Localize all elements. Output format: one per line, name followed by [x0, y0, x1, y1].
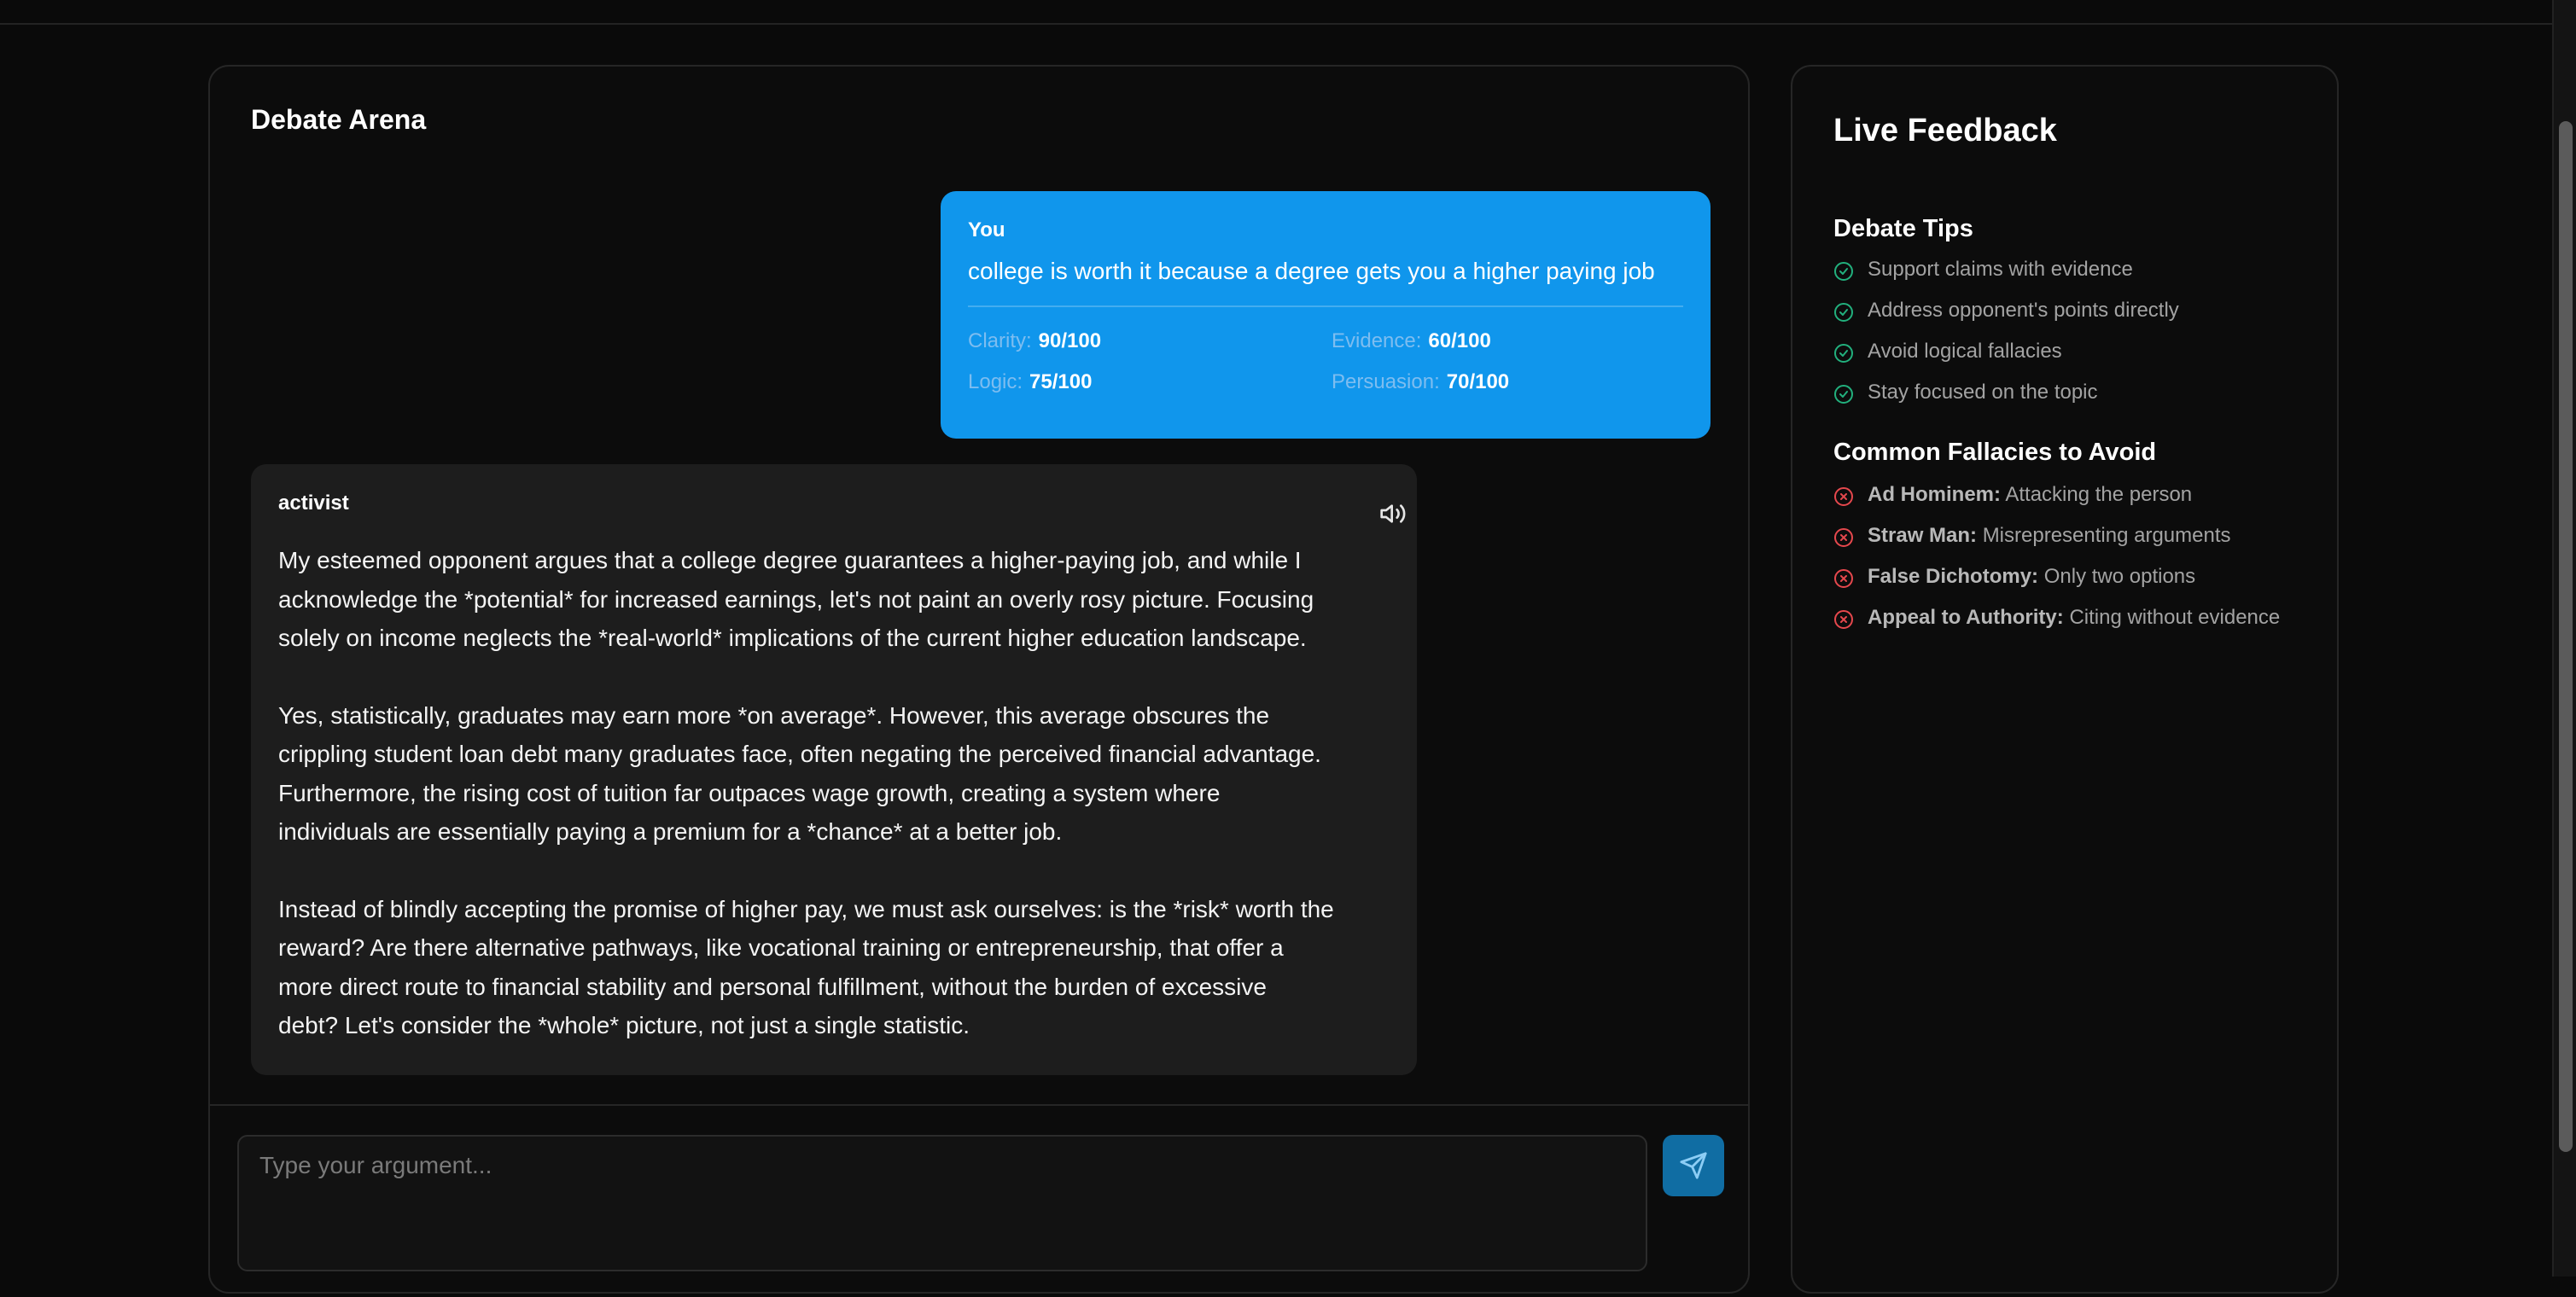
send-icon	[1679, 1151, 1708, 1180]
ai-sender-label: activist	[278, 491, 349, 515]
fallacy-desc: Citing without evidence	[2069, 606, 2281, 629]
tip-item	[1833, 256, 2311, 283]
score-clarity	[968, 329, 1332, 353]
score-label: Clarity:	[968, 329, 1032, 352]
fallacies-title: Common Fallacies to Avoid	[1833, 439, 2157, 466]
tip-item	[1833, 338, 2311, 365]
ai-paragraph: Instead of blindly accepting the promise of higher pay, we must ask ourselves: is the *risk* worth the reward? Are there alternative pathways, like vocational training or entrepreneurship, that offer a more direct route to financial stability and personal fulfillment, without the burden of excessive debt? Let's consider the *whole* picture, not just a single statistic.	[278, 895, 1334, 1038]
tip-item	[1833, 379, 2311, 406]
feedback-title: Live Feedback	[1833, 113, 2057, 148]
fallacy-desc: Attacking the person	[2005, 483, 2193, 506]
volume-icon[interactable]	[1378, 500, 1408, 527]
fallacy-text	[1868, 522, 2231, 550]
debate-tips-list	[1833, 256, 2311, 420]
score-grid	[968, 329, 1683, 394]
fallacy-name: False Dichotomy:	[1868, 565, 2039, 588]
fallacy-item	[1833, 563, 2311, 590]
tip-text: Address opponent's points directly	[1868, 299, 2179, 322]
debate-arena-panel	[208, 65, 1750, 1294]
fallacy-item	[1833, 604, 2311, 631]
user-message	[941, 191, 1711, 439]
score-label: Logic:	[968, 370, 1023, 393]
check-circle-icon	[1833, 384, 1854, 404]
check-circle-icon	[1833, 343, 1854, 364]
score-value: 90/100	[1038, 329, 1102, 352]
tip-text: Avoid logical fallacies	[1868, 340, 2062, 363]
arena-title: Debate Arena	[251, 104, 427, 135]
score-label: Persuasion:	[1332, 370, 1440, 393]
ai-message	[251, 464, 1417, 1075]
x-circle-icon	[1833, 609, 1854, 630]
argument-input[interactable]	[237, 1135, 1647, 1271]
score-persuasion	[1332, 370, 1695, 394]
page-scrollbar[interactable]	[2552, 0, 2576, 1277]
ai-paragraph: My esteemed opponent argues that a college degree guarantees a higher-paying job, and while I acknowledge the *potential* for increased earnings, let's not paint an overly rosy picture. Focusing solely on income neglects the *real-world* implications of the current higher education landscape.	[278, 547, 1314, 651]
x-circle-icon	[1833, 527, 1854, 548]
scrollbar-thumb[interactable]	[2559, 121, 2573, 1152]
fallacies-list	[1833, 481, 2311, 645]
tip-item	[1833, 297, 2311, 324]
score-logic	[968, 370, 1332, 394]
score-value: 70/100	[1446, 370, 1510, 393]
fallacy-desc: Only two options	[2043, 565, 2196, 588]
fallacy-text	[1868, 604, 2280, 631]
score-value: 75/100	[1029, 370, 1093, 393]
top-bar	[0, 0, 2554, 25]
score-divider	[968, 305, 1683, 307]
fallacy-name: Straw Man:	[1868, 524, 1978, 547]
user-sender-label: You	[968, 218, 1005, 241]
fallacy-item	[1833, 522, 2311, 550]
fallacy-desc: Misrepresenting arguments	[1982, 524, 2231, 547]
x-circle-icon	[1833, 568, 1854, 589]
score-evidence	[1332, 329, 1695, 353]
fallacy-name: Ad Hominem:	[1868, 483, 2001, 506]
fallacy-text	[1868, 563, 2195, 590]
ai-paragraph: Yes, statistically, graduates may earn more *on average*. However, this average obscures the crippling student loan debt many graduates face, often negating the perceived financial advantage. Furthermore, the rising cost of tuition far outpaces wage growth, creating a system where individuals are essentially paying a premium for a *chance* at a better job.	[278, 701, 1321, 845]
tip-text: Stay focused on the topic	[1868, 381, 2098, 404]
composer-area	[210, 1104, 1748, 1297]
check-circle-icon	[1833, 302, 1854, 323]
live-feedback-panel	[1791, 65, 2339, 1294]
fallacy-text	[1868, 481, 2192, 509]
x-circle-icon	[1833, 486, 1854, 507]
debate-tips-title: Debate Tips	[1833, 215, 1973, 242]
user-message-text: college is worth it because a degree gets you a higher paying job	[968, 258, 1655, 284]
check-circle-icon	[1833, 261, 1854, 282]
score-label: Evidence:	[1332, 329, 1422, 352]
fallacy-item	[1833, 481, 2311, 509]
score-value: 60/100	[1428, 329, 1491, 352]
ai-message-body	[278, 541, 1390, 1045]
send-button[interactable]	[1663, 1135, 1724, 1196]
tip-text: Support claims with evidence	[1868, 258, 2133, 281]
fallacy-name: Appeal to Authority:	[1868, 606, 2064, 629]
